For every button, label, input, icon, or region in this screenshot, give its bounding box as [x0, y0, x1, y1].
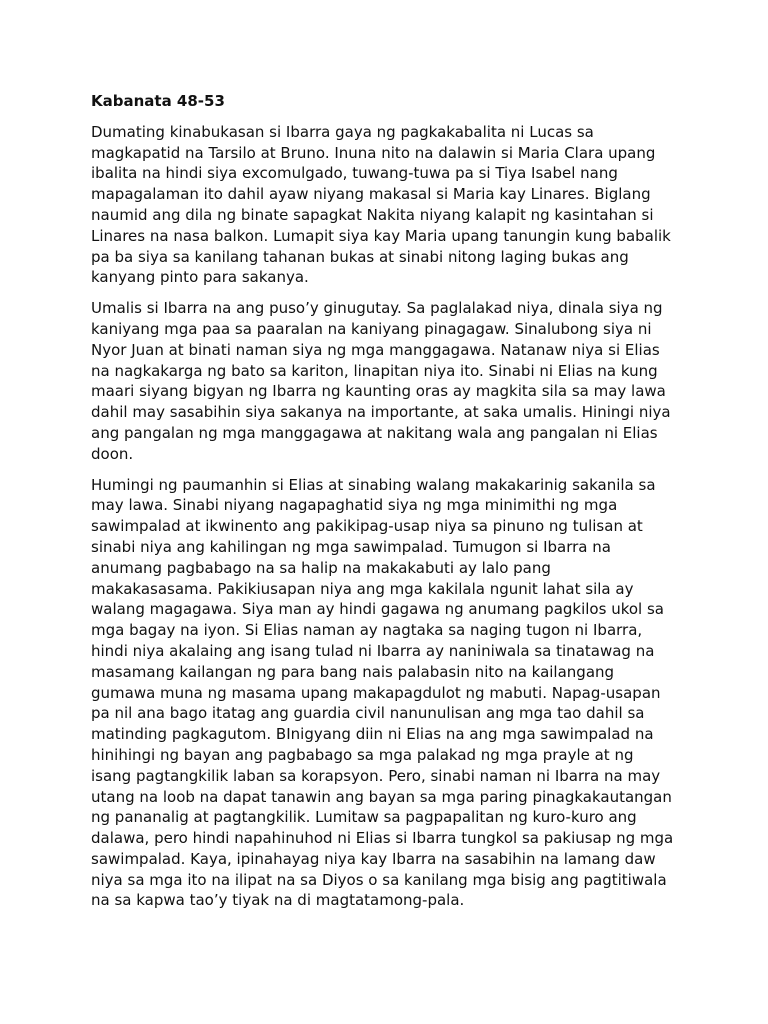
document-body	[91, 91, 691, 921]
paragraph-line: masamang kailangan ng para bang nais palabasin nito na kailangang	[91, 662, 615, 681]
paragraph-line: na nagkakarga ng bato sa kariton, linapitan niya ito. Sinabi ni Elias na kung	[91, 361, 658, 380]
paragraph-line: may lawa. Sinabi niyang nagapaghatid siya ng mga minimithi ng mga	[91, 496, 618, 515]
paragraph-line: dahil may sasabihin siya sakanya na importante, at saka umalis. Hiningi niya	[91, 403, 671, 422]
paragraph-line: magkapatid na Tarsilo at Bruno. Inuna nito na dalawin si Maria Clara upang	[91, 143, 656, 162]
paragraph-list	[91, 122, 691, 911]
paragraph-line: kanyang pinto para sakanya.	[91, 268, 309, 287]
paragraph-line: walang magagawa. Siya man ay hindi gagawa ng anumang pagkilos ukol sa	[91, 600, 664, 619]
paragraph-line: hinihingi ng bayan ang pagbabago sa mga palakad ng mga prayle at ng	[91, 745, 634, 764]
paragraph-line: ibalita na hindi siya excomulgado, tuwang-tuwa pa si Tiya Isabel nang	[91, 164, 618, 183]
paragraph-line: matinding pagkagutom. BInigyang diin ni Elias na ang mga sawimpalad na	[91, 725, 654, 744]
paragraph-line: Nyor Juan at binati naman siya ng mga manggagawa. Natanaw niya si Elias	[91, 340, 660, 359]
paragraph-line: maari siyang bigyan ng Ibarra ng kaunting oras ay magkita sila sa may lawa	[91, 382, 666, 401]
paragraph-line: Humingi ng paumanhin si Elias at sinabing walang makakarinig sakanila sa	[91, 475, 656, 494]
paragraph-line: gumawa muna ng masama upang makapagdulot ng mabuti. Napag-usapan	[91, 683, 661, 702]
paragraph-line: ang pangalan ng mga manggagawa at nakitang wala ang pangalan ni Elias	[91, 423, 658, 442]
paragraph-line: sawimpalad. Kaya, ipinahayag niya kay Ibarra na sasabihin na lamang daw	[91, 849, 656, 868]
paragraph-line: ng pananalig at pagtangkilik. Lumitaw sa pagpapalitan ng kuro-kuro ang	[91, 808, 637, 827]
paragraph-line: na sa kapwa tao’y tiyak na di magtatamong-pala.	[91, 891, 465, 910]
paragraph	[91, 475, 691, 912]
paragraph-line: pa ba siya sa kanilang tahanan bukas at sinabi nitong laging bukas ang	[91, 247, 629, 266]
paragraph-line: anumang pagbabago na sa halip na makakabuti ay lalo pang	[91, 558, 551, 577]
paragraph-line: Umalis si Ibarra na ang puso’y ginugutay. Sa paglalakad niya, dinala siya ng	[91, 299, 663, 318]
paragraph-line: sinabi niya ang kahilingan ng mga sawimpalad. Tumugon si Ibarra na	[91, 537, 611, 556]
paragraph-line: Dumating kinabukasan si Ibarra gaya ng pagkakabalita ni Lucas sa	[91, 122, 594, 141]
document-title: Kabanata 48-53	[91, 92, 225, 110]
paragraph-line: sawimpalad at ikwinento ang pakikipag-usap niya sa pinuno ng tulisan at	[91, 517, 643, 536]
paragraph-line: Linares na nasa balkon. Lumapit siya kay Maria upang tanungin kung babalik	[91, 226, 671, 245]
paragraph-line: kaniyang mga paa sa paaralan na kaniyang pinagagaw. Sinalubong siya ni	[91, 319, 652, 338]
paragraph-line: hindi niya akalaing ang isang tulad ni Ibarra ay naniniwala sa tinatawag na	[91, 641, 655, 660]
paragraph-line: doon.	[91, 444, 134, 463]
paragraph-line: isang pagtangkilik laban sa korapsyon. Pero, sinabi naman ni Ibarra na may	[91, 766, 661, 785]
paragraph-line: niya sa mga ito na ilipat na sa Diyos o sa kanilang mga bisig ang pagtitiwala	[91, 870, 667, 889]
paragraph	[91, 298, 691, 464]
paragraph-line: mapagalaman ito dahil ayaw niyang makasal si Maria kay Linares. Biglang	[91, 185, 651, 204]
paragraph-line: utang na loob na dapat tanawin ang bayan sa mga paring pinagkakautangan	[91, 787, 672, 806]
paragraph-line: pa nil ana bago itatag ang guardia civil nanunulisan ang mga tao dahil sa	[91, 704, 645, 723]
paragraph-line: naumid ang dila ng binate sapagkat Nakita niyang kalapit ng kasintahan si	[91, 205, 654, 224]
paragraph-line: dalawa, pero hindi napahinuhod ni Elias si Ibarra tungkol sa pakiusap ng mga	[91, 829, 674, 848]
paragraph-line: mga bagay na iyon. Si Elias naman ay nagtaka sa naging tugon ni Ibarra,	[91, 621, 643, 640]
paragraph-line: makakasasama. Pakikiusapan niya ang mga kakilala ngunit lahat sila ay	[91, 579, 634, 598]
paragraph	[91, 122, 691, 288]
